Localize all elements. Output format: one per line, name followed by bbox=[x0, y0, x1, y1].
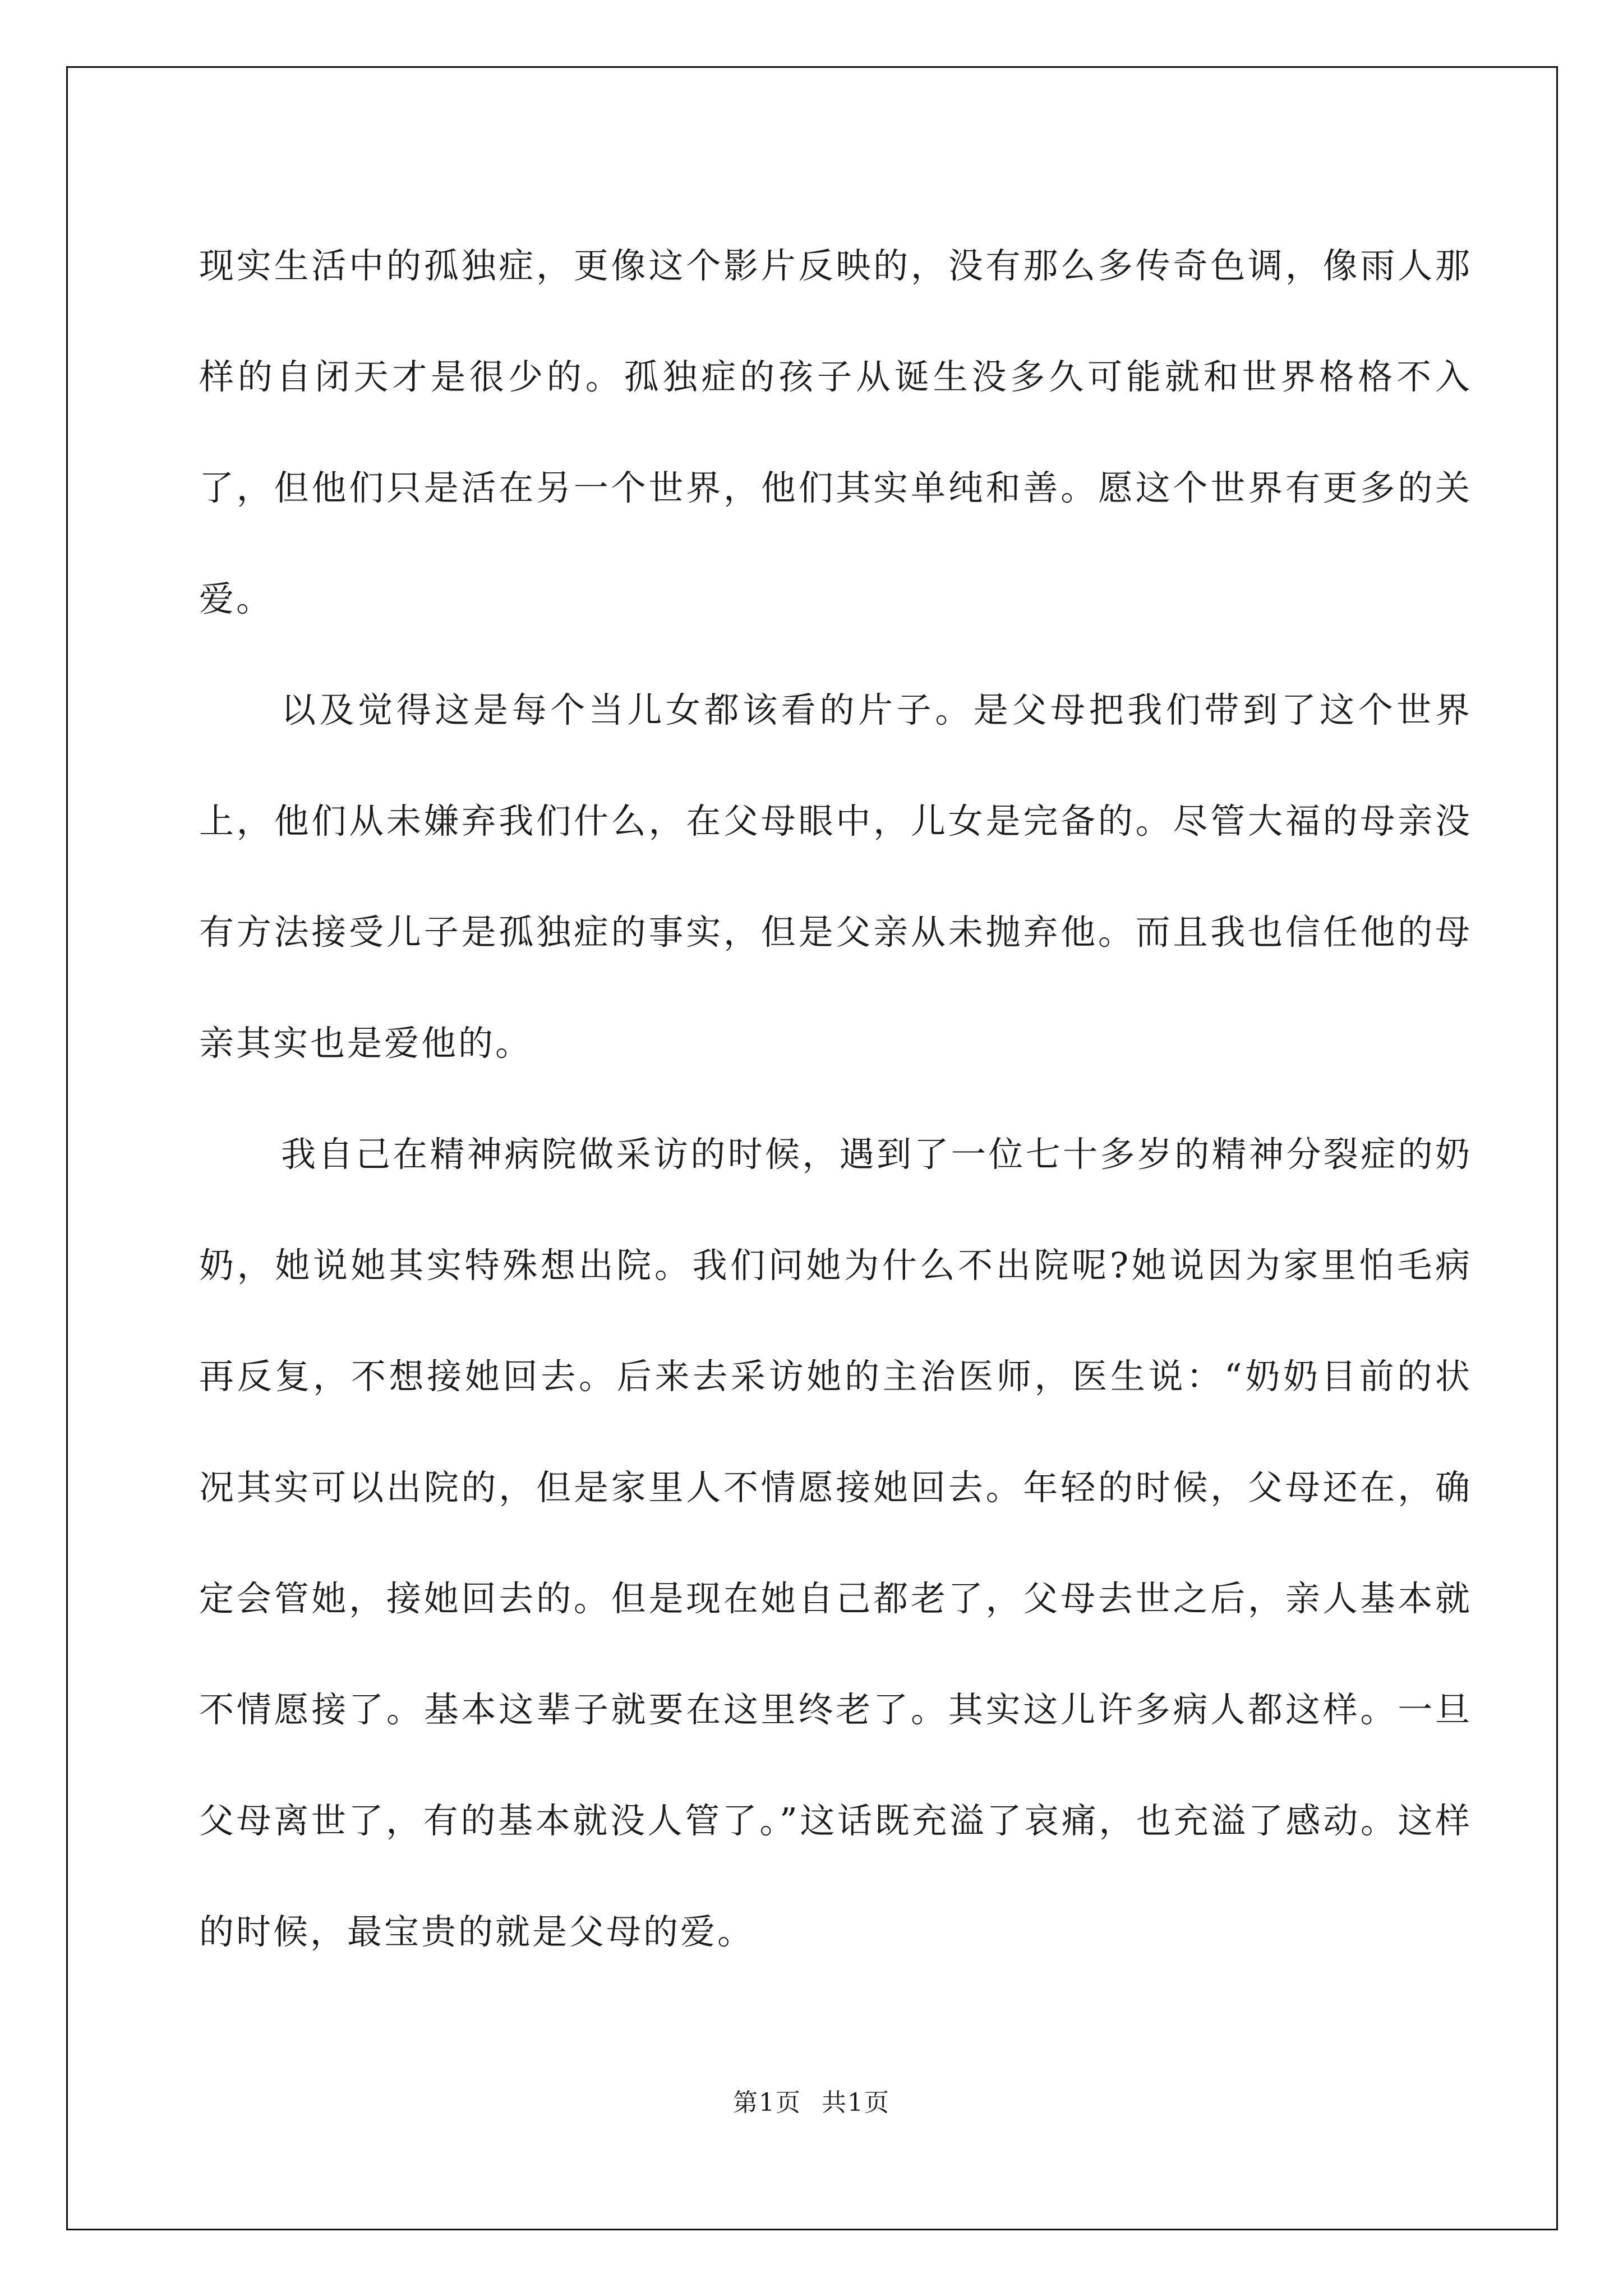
page-footer bbox=[0, 2082, 1623, 2118]
paragraph-1: 现实生活中的孤独症，更像这个影片反映的，没有那么多传奇色调，像雨人那样的自闭天才是很少的。孤独症的孩子从诞生没多久可能就和世界格格不入了，但他们只是活在另一个世界，他们其实单纯和善。愿这个世界有更多的关爱。 bbox=[199, 245, 1472, 619]
page-number: 第1页 bbox=[733, 2088, 801, 2117]
page-total: 共1页 bbox=[822, 2088, 890, 2117]
paragraph-3: 我自己在精神病院做采访的时候，遇到了一位七十多岁的精神分裂症的奶奶，她说她其实特殊想出院。我们问她为什么不出院呢?她说因为家里怕毛病再反复，不想接她回去。后来去采访她的主治医师，医生说：“奶奶目前的状况其实可以出院的，但是家里人不情愿接她回去。年轻的时候，父母还在，确定会管她，接她回去的。但是现在她自己都老了，父母去世之后，亲人基本就不情愿接了。基本这辈子就要在这里终老了。其实这儿许多病人都这样。一旦父母离世了，有的基本就没人管了。”这话既充溢了哀痛，也充溢了感动。这样的时候，最宝贵的就是父母的爱。 bbox=[199, 1134, 1472, 1952]
document-body bbox=[199, 210, 1472, 1987]
paragraph-2: 以及觉得这是每个当儿女都该看的片子。是父母把我们带到了这个世界上，他们从未嫌弃我们什么，在父母眼中，儿女是完备的。尽管大福的母亲没有方法接受儿子是孤独症的事实，但是父亲从未抛弃他。而且我也信任他的母亲其实也是爱他的。 bbox=[199, 689, 1472, 1064]
